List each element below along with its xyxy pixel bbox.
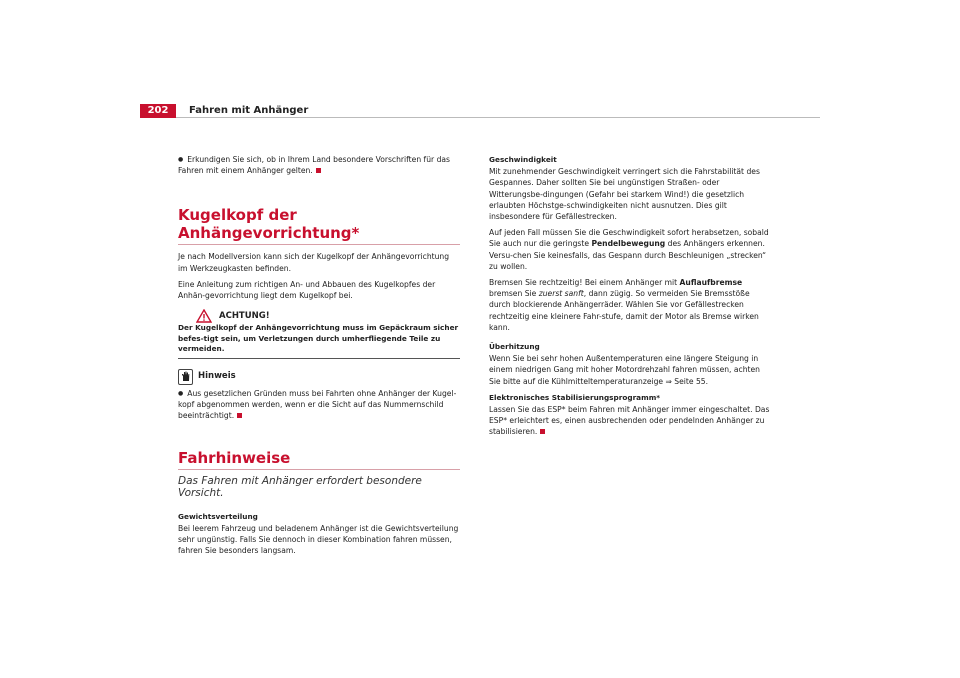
subheading-ueberhitzung: Überhitzung	[489, 342, 540, 352]
page-number: 202	[140, 104, 176, 118]
note-bullet	[178, 388, 460, 422]
paragraph	[489, 227, 771, 272]
paragraph: Bei leerem Fahrzeug und beladenem Anhänger ist die Gewichtsverteilung sehr ungünstig. Falls Sie dennoch in dieser Kombination fahren müssen, fahren Sie besonders langsam.	[178, 523, 459, 556]
note-text: Aus gesetzlichen Gründen muss bei Fahrten ohne Anhänger der Kugel-kopf abgenommen werden, wenn er die Sicht auf das Nummernschild beeinträchtigt.	[178, 388, 457, 421]
note-title-text: Hinweis	[198, 371, 236, 382]
header-divider	[176, 117, 820, 118]
emphasis-zuerst-sanft: zuerst sanft	[538, 289, 584, 299]
end-mark-icon	[540, 429, 545, 434]
section-subtitle: Das Fahren mit Anhänger erfordert besondere Vorsicht.	[178, 475, 422, 499]
warning-triangle-icon	[196, 309, 212, 323]
warning-box	[178, 309, 460, 359]
paragraph	[489, 404, 771, 438]
warning-text: Der Kugelkopf der Anhängevorrichtung muss im Gepäckraum sicher befes-tigt sein, um Verletzungen durch umherfliegende Teile zu vermeiden.	[178, 323, 460, 359]
paragraph: Eine Anleitung zum richtigen An- und Abbauen des Kugelkopfes der Anhän-gevorrichtung liegt dem Kugelkopf bei.	[178, 279, 436, 301]
text-run: bremsen Sie	[489, 289, 537, 299]
paragraph: Mit zunehmender Geschwindigkeit verringert sich die Fahrstabilität des Gespannes. Daher sollten Sie bei ungünstigen Straßen- oder Witterungsbe-dingungen (Gefahr bei starkem Wind!) die gesetzlich erlaubten Höchstge-schwindigkeiten nicht ausnutzen. Dies gilt insbesondere für Gefällestrecken.	[489, 167, 760, 222]
text-run: Bremsen Sie rechtzeitig! Bei einem Anhänger mit	[489, 278, 678, 288]
page-header-title: Fahren mit Anhänger	[189, 105, 309, 116]
left-column	[178, 154, 460, 562]
keyword-pendelbewegung: Pendelbewegung	[591, 239, 666, 249]
subheading-gewichtsverteilung: Gewichtsverteilung	[178, 511, 258, 521]
subheading-geschwindigkeit: Geschwindigkeit	[489, 155, 557, 164]
end-mark-icon	[237, 413, 242, 418]
end-mark-icon	[316, 168, 321, 173]
text-run: des Anhängers erkennen. Versu-chen Sie keinesfalls, das Gespann durch Beschleunigen „strecken“ zu wollen.	[489, 239, 767, 271]
warning-title	[196, 309, 460, 323]
section-heading-kugelkopf: Kugelkopf der Anhängevorrichtung*	[178, 206, 460, 245]
text-run: , dann zügig. So vermeiden Sie Bremsstöße durch blockierende Anhängerräder. Wählen Sie vor Gefällestrecken rechtzeitig eine kleinere Fahr-stufe, damit der Motor als Bremse wirken kann.	[489, 289, 759, 332]
paragraph	[489, 277, 771, 333]
note-hand-icon	[178, 369, 193, 385]
intro-bullet-text: Erkundigen Sie sich, ob in Ihrem Land besondere Vorschriften für das Fahren mit einem Anhänger gelten.	[178, 155, 451, 176]
text-run: Lassen Sie das ESP* beim Fahren mit Anhänger immer eingeschaltet. Das ESP* erleichtert es, einen ausbrechenden oder pendelnden Anhänger zu stabilisieren.	[489, 405, 770, 437]
warning-title-text: ACHTUNG!	[219, 310, 270, 321]
section-heading-fahrhinweise: Fahrhinweise	[178, 449, 460, 470]
subheading-esp: Elektronisches Stabilisierungsprogramm*	[489, 392, 661, 402]
text-run: Auf jeden Fall müssen Sie die Geschwindigkeit sofort herabsetzen, sobald Sie auch nur die geringste	[489, 228, 769, 249]
keyword-auflaufbremse: Auflaufbremse	[679, 278, 743, 288]
intro-bullet	[178, 154, 460, 176]
right-column	[489, 154, 771, 443]
paragraph: Wenn Sie bei sehr hohen Außentemperaturen eine längere Steigung in einem niedrigen Gang mit hoher Motordrehzahl fahren müssen, achten Sie bitte auf die Kühlmitteltemperaturanzeige ⇒ Seite 55.	[489, 354, 760, 386]
note-title	[178, 369, 460, 385]
paragraph: Je nach Modellversion kann sich der Kugelkopf der Anhängevorrichtung im Werkzeugkasten befinden.	[178, 252, 450, 273]
